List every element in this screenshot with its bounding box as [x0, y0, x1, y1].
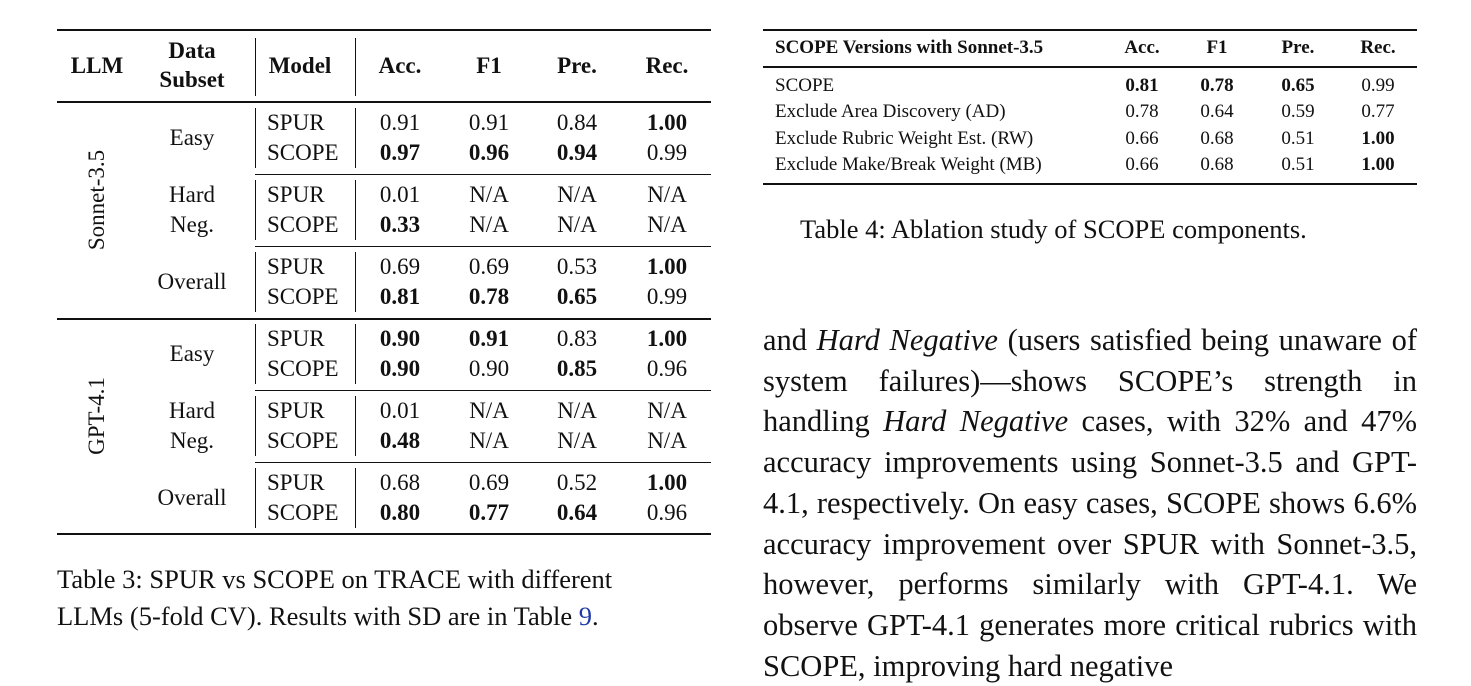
- metric-value: 0.90: [379, 326, 421, 351]
- text: (users satisfied being unaware of system failures)—shows SCOPE’s strength in handling: [763, 323, 1417, 439]
- emphasis: Hard Negative: [883, 404, 1069, 439]
- subset-rule: [255, 174, 711, 175]
- llm-label: GPT-4.1: [84, 377, 109, 455]
- bottom-rule: [57, 533, 711, 535]
- vline: [255, 252, 256, 312]
- metric-value: 0.78: [1125, 101, 1159, 123]
- model-name: SPUR: [267, 110, 325, 135]
- metric-value: 0.84: [556, 110, 598, 135]
- metric-value: 0.51: [1281, 153, 1315, 175]
- subset-label: Overall: [157, 269, 227, 294]
- model-name: SPUR: [267, 182, 325, 207]
- subset-label: Easy: [169, 125, 215, 150]
- model-name: SPUR: [267, 398, 325, 423]
- model-name: SPUR: [267, 254, 325, 279]
- emphasis: Hard Negative: [816, 323, 998, 357]
- metric-value: N/A: [557, 212, 597, 237]
- header-metric: Rec.: [1360, 37, 1396, 58]
- vline: [255, 180, 256, 240]
- vline: [355, 324, 356, 384]
- version-label: Exclude Make/Break Weight (MB): [775, 153, 1042, 175]
- vline: [355, 252, 356, 312]
- header-acc: Acc.: [378, 53, 422, 78]
- caption-text: LLMs (5-fold CV). Results with SD are in Table: [57, 601, 579, 631]
- subset-label: Neg.: [169, 212, 215, 237]
- subset-rule: [255, 246, 711, 247]
- body-paragraph: [763, 320, 1417, 686]
- vline: [355, 108, 356, 168]
- metric-value: 0.90: [379, 356, 421, 381]
- caption-line: Table 3: SPUR vs SCOPE on TRACE with different: [57, 564, 613, 594]
- metric-value: 0.91: [468, 326, 510, 351]
- caption-text: .: [591, 601, 599, 631]
- header-subset-1: Data: [168, 38, 216, 63]
- llm-label: Sonnet-3.5: [84, 149, 109, 251]
- model-name: SCOPE: [267, 140, 339, 165]
- header-model: Model: [268, 53, 332, 78]
- metric-value: 1.00: [646, 110, 688, 135]
- version-label: Exclude Rubric Weight Est. (RW): [775, 127, 1034, 149]
- text: cases, with 32% and 47% accuracy improvements using Sonnet-3.5 and GPT-4.1, respectively. On easy cases, SCOPE shows 6.6% accuracy improvement over SPUR with Sonnet-3.5, however, performs similarly with GPT-4.1. We observe GPT-4.1 generates more critical rubrics with SCOPE, improving hard negative: [763, 404, 1417, 683]
- vline: [355, 396, 356, 456]
- metric-value: 1.00: [646, 254, 688, 279]
- metric-value: 0.85: [556, 356, 598, 381]
- metric-value: 0.83: [556, 326, 598, 351]
- header-rec: Rec.: [645, 53, 689, 78]
- bottom-rule: [763, 183, 1417, 185]
- metric-value: 0.81: [379, 284, 421, 309]
- metric-value: 0.97: [379, 140, 421, 165]
- mid-rule: [763, 66, 1417, 68]
- block-rule: [57, 318, 711, 320]
- metric-value: 0.96: [468, 140, 510, 165]
- metric-value: N/A: [469, 212, 509, 237]
- table-3-caption: [57, 561, 612, 635]
- subset-rule: [255, 390, 711, 391]
- subset-label: Neg.: [169, 428, 215, 453]
- subset-label: Hard: [169, 398, 215, 423]
- model-name: SCOPE: [267, 356, 339, 381]
- header-metric: Acc.: [1124, 37, 1160, 58]
- metric-value: N/A: [647, 182, 687, 207]
- metric-value: 0.80: [379, 500, 421, 525]
- metric-value: 0.96: [646, 356, 688, 381]
- subset-rule: [255, 462, 711, 463]
- metric-value: 0.99: [1361, 75, 1395, 96]
- model-name: SPUR: [267, 470, 325, 495]
- metric-value: N/A: [557, 398, 597, 423]
- metric-value: 0.78: [1200, 75, 1234, 96]
- model-name: SCOPE: [267, 212, 339, 237]
- metric-value: 0.90: [468, 356, 510, 381]
- metric-value: 1.00: [646, 470, 688, 495]
- metric-value: N/A: [647, 212, 687, 237]
- model-name: SCOPE: [267, 284, 339, 309]
- metric-value: 0.68: [1200, 153, 1234, 175]
- header-subset-2: Subset: [159, 67, 225, 92]
- metric-value: 0.65: [1281, 75, 1315, 96]
- header-metric: Pre.: [1281, 37, 1315, 58]
- metric-value: 0.51: [1281, 127, 1315, 149]
- subset-label: Hard: [169, 182, 215, 207]
- metric-value: 0.69: [468, 254, 510, 279]
- metric-value: 0.99: [646, 140, 688, 165]
- metric-value: N/A: [647, 398, 687, 423]
- header-llm: LLM: [70, 53, 124, 78]
- metric-value: 0.91: [468, 110, 510, 135]
- metric-value: N/A: [647, 428, 687, 453]
- metric-value: 0.59: [1281, 101, 1315, 123]
- metric-value: 0.77: [468, 500, 510, 525]
- metric-value: 0.94: [556, 140, 598, 165]
- metric-value: 0.66: [1125, 127, 1159, 149]
- top-rule: [763, 29, 1417, 31]
- metric-value: 0.64: [1200, 101, 1234, 123]
- table-4-caption: Table 4: Ablation study of SCOPE components.: [800, 214, 1307, 244]
- vline: [355, 38, 356, 96]
- vline: [255, 396, 256, 456]
- metric-value: 0.96: [646, 500, 688, 525]
- vline: [255, 38, 256, 96]
- mid-rule: [57, 101, 711, 103]
- subset-label: Easy: [169, 341, 215, 366]
- metric-value: 0.33: [379, 212, 421, 237]
- vline: [255, 108, 256, 168]
- metric-value: 0.48: [379, 428, 421, 453]
- model-name: SCOPE: [267, 500, 339, 525]
- vline: [255, 324, 256, 384]
- metric-value: 0.99: [646, 284, 688, 309]
- metric-value: 0.01: [379, 182, 421, 207]
- vline: [255, 468, 256, 528]
- vline: [355, 180, 356, 240]
- text: and: [763, 323, 817, 357]
- metric-value: 0.01: [379, 398, 421, 423]
- caption-line: [57, 598, 612, 635]
- top-rule: [57, 29, 711, 31]
- metric-value: 0.68: [379, 470, 421, 495]
- metric-value: N/A: [557, 428, 597, 453]
- metric-value: N/A: [557, 182, 597, 207]
- metric-value: 0.64: [556, 500, 598, 525]
- metric-value: 0.65: [556, 284, 598, 309]
- metric-value: N/A: [469, 182, 509, 207]
- metric-value: 0.91: [379, 110, 421, 135]
- metric-value: 1.00: [1361, 127, 1395, 149]
- version-label: SCOPE: [775, 75, 835, 96]
- metric-value: 0.53: [556, 254, 598, 279]
- metric-value: 0.81: [1125, 75, 1159, 96]
- model-name: SCOPE: [267, 428, 339, 453]
- header-metric: F1: [1206, 37, 1228, 58]
- vline: [355, 468, 356, 528]
- header-f1: F1: [476, 53, 502, 78]
- metric-value: 1.00: [646, 326, 688, 351]
- subset-label: Overall: [157, 485, 227, 510]
- metric-value: 0.66: [1125, 153, 1159, 175]
- metric-value: 0.69: [468, 470, 510, 495]
- metric-value: 0.78: [468, 284, 510, 309]
- metric-value: 0.52: [556, 470, 598, 495]
- metric-value: 0.77: [1361, 101, 1395, 123]
- model-name: SPUR: [267, 326, 325, 351]
- metric-value: N/A: [469, 428, 509, 453]
- metric-value: 1.00: [1361, 153, 1395, 175]
- metric-value: 0.69: [379, 254, 421, 279]
- version-label: Exclude Area Discovery (AD): [775, 101, 1006, 123]
- metric-value: 0.68: [1200, 127, 1234, 149]
- table-9-link[interactable]: 9: [578, 601, 592, 631]
- header-version: SCOPE Versions with Sonnet-3.5: [775, 37, 1044, 58]
- header-pre: Pre.: [557, 53, 597, 78]
- metric-value: N/A: [469, 398, 509, 423]
